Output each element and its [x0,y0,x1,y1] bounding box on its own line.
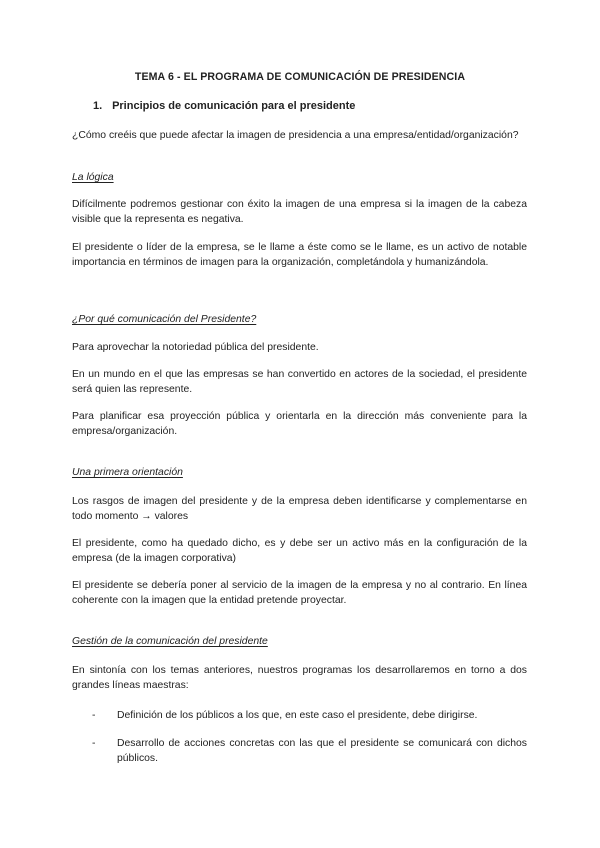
paragraph: El presidente se debería poner al servicio de la imagen de la empresa y no al contrario. En línea coherente con la imagen que la entidad pretende proyectar. [72,580,527,607]
document-title: TEMA 6 - EL PROGRAMA DE COMUNICACIÓN DE PRESIDENCIA [134,71,466,83]
section-heading [93,100,355,112]
subtitle-por-que-comunicacion: ¿Por qué comunicación del Presidente? [72,314,257,325]
paragraph: Los rasgos de imagen del presidente y de la empresa deben identificarse y complementarse en todo momento → valores [72,496,527,523]
paragraph: Para aprovechar la notoriedad pública del presidente. [72,342,319,353]
subtitle-gestion-comunicacion: Gestión de la comunicación del presidente [72,636,268,647]
paragraph: El presidente, como ha quedado dicho, es y debe ser un activo más en la configuración de la empresa (de la imagen corporativa) [72,538,527,565]
paragraph: El presidente o líder de la empresa, se le llame a éste como se le llame, es un activo de notable importancia en términos de imagen para la organización, completándola y humanizándola. [72,242,527,269]
paragraph: En un mundo en el que las empresas se han convertido en actores de la sociedad, el presidente será quien las represente. [72,369,527,396]
paragraph: Para planificar esa proyección pública y orientarla en la dirección más conveniente para la empresa/organización. [72,411,527,438]
list-item-text: Desarrollo de acciones concretas con las que el presidente se comunicará con dichos públicos. [117,738,527,765]
list-marker: - [92,738,96,749]
intro-question: ¿Cómo creéis que puede afectar la imagen de presidencia a una empresa/entidad/organización? [72,130,519,141]
subtitle-primera-orientacion: Una primera orientación [72,467,183,478]
section-number: 1. [93,100,103,112]
subtitle-la-logica: La lógica [72,172,114,183]
paragraph: En sintonía con los temas anteriores, nuestros programas los desarrollaremos en torno a dos grandes líneas maestras: [72,665,527,692]
list-item-text: Definición de los públicos a los que, en este caso el presidente, debe dirigirse. [117,710,478,721]
list-marker: - [92,710,96,721]
paragraph: Difícilmente podremos gestionar con éxito la imagen de una empresa si la imagen de la cabeza visible que la representa es negativa. [72,199,527,226]
section-title: Principios de comunicación para el presidente [112,100,356,112]
